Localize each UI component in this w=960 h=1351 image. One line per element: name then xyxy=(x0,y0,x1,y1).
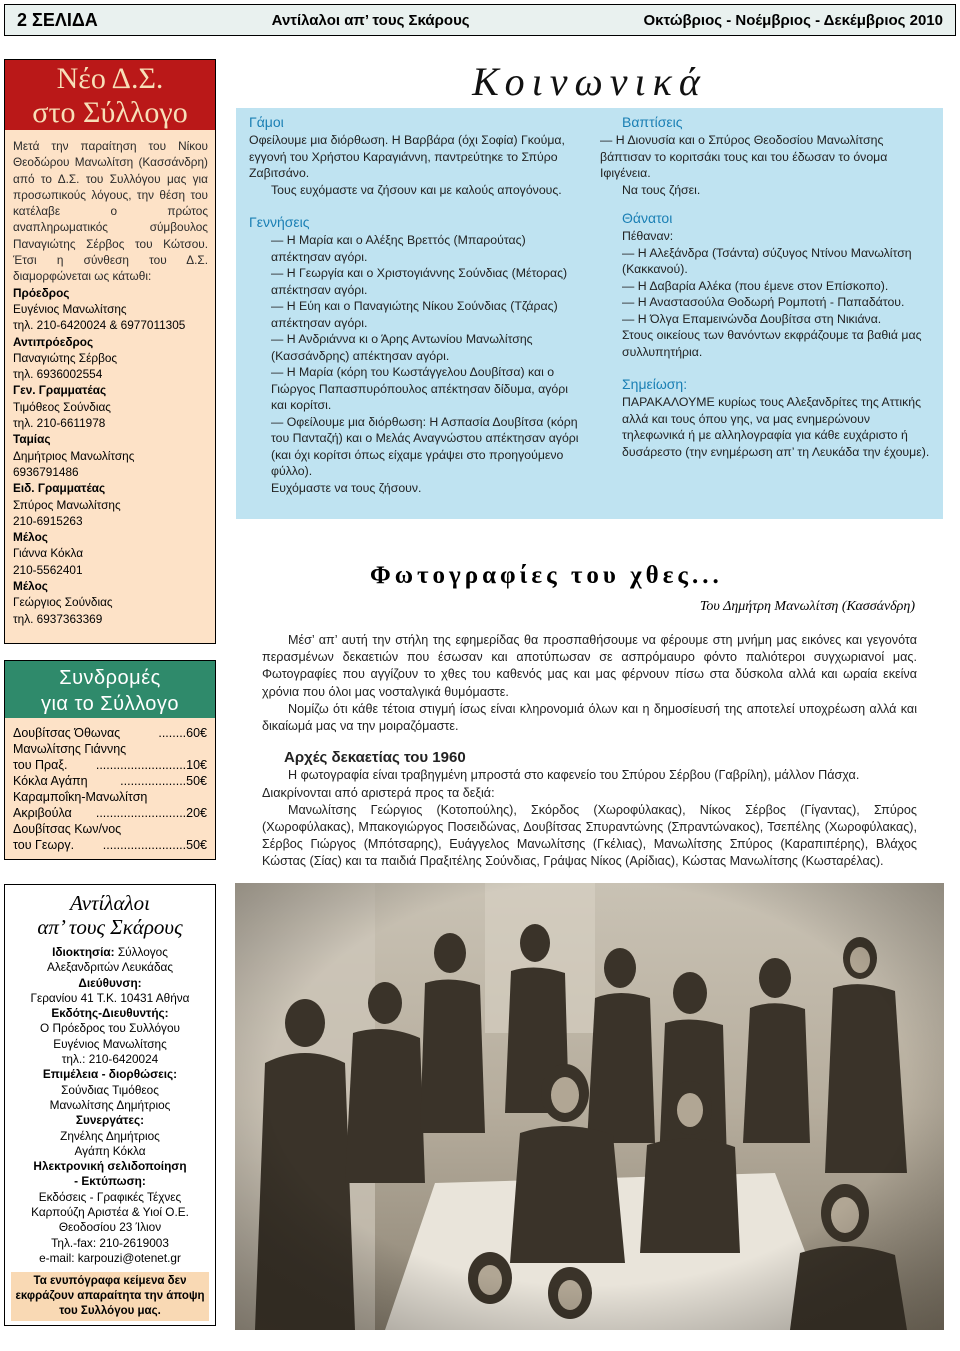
birth-entry: — Η Μαρία (κόρη του Κωστάγγελου Δουβίτσα) και ο Γιώργος Παπασπυρόπουλος απέκτησαν δίδυμα, αγόρι και κορίτσι. xyxy=(271,365,568,412)
subscriptions-title-line2: για το Σύλλογο xyxy=(40,693,180,715)
social-title: Κοινωνικά xyxy=(472,59,707,104)
board-member-role: Πρόεδρος xyxy=(13,285,70,300)
subscriptions-box xyxy=(4,660,216,860)
board-member-phone: τηλ. 6936002554 xyxy=(13,367,103,382)
masthead-value: Μανωλίτσης Δημήτριος xyxy=(49,1097,171,1112)
births-heading: Γεννήσεις xyxy=(249,214,310,230)
masthead-value: Αγάπη Κόκλα xyxy=(74,1143,146,1158)
masthead-label: Ιδιοκτησία: xyxy=(52,945,118,959)
subscription-name: του Γεωργ. xyxy=(13,838,75,852)
note-heading: Σημείωση: xyxy=(622,376,688,392)
board-member-role: Ταμίας xyxy=(13,432,51,447)
deaths-heading: Θάνατοι xyxy=(622,210,673,226)
masthead-label: Ηλεκτρονική σελιδοποίηση xyxy=(33,1159,187,1174)
masthead-value: Καρπούζη Αριστέα & Υιοί Ο.Ε. xyxy=(31,1205,189,1220)
masthead-line xyxy=(5,1144,215,1159)
photos-author: Του Δημήτρη Μανωλίτση (Κασσάνδρη) xyxy=(699,599,915,614)
death-entry: — Η Δαβαρία Αλέκα (που έμενε στον Επίσκοπο). xyxy=(622,278,889,293)
page-number: 2 ΣΕΛΙΔΑ xyxy=(17,9,98,30)
photos-paragraph-1: Μέσ’ απ’ αυτή την στήλη της εφημερίδας θα προσπαθήσουμε να φέρουμε στη μνήμη μας εικόνες και γεγονότα περασμένων δεκαετιών που έσωσαν και αποτύπωσαν σε ασπρόμαυρο φόντο παλιότεροι συγχωριανοί μας. Φωτογραφίες που αγγίζουν το χθες του καθενός μας και μας φέρνουν πίσω στα δύσκολα αλλά και ωραία εκείνα χρόνια που όλοι μας νοσταλγικά θυμόμαστε. xyxy=(262,633,917,699)
birth-entry: — Η Γεωργία και ο Χριστογιάννης Σούνδιας (Μέτορας) απέκτησαν αγόρι. xyxy=(271,266,568,297)
weddings-heading: Γάμοι xyxy=(249,114,284,130)
birth-entry: — Η Ανδριάννα κι ο Άρης Αντωνίου Μανωλίτσης (Κασσάνδρης) απέκτησαν αγόρι. xyxy=(271,332,533,363)
masthead-value: Θεοδοσίου 23 Ίλιον xyxy=(58,1220,162,1235)
masthead-value: e-mail: karpouzi@otenet.gr xyxy=(39,1250,181,1265)
subscription-name: του Πραξ. xyxy=(13,758,68,772)
subscription-amount: ...................50€ xyxy=(120,774,207,788)
masthead-line xyxy=(5,1083,215,1098)
photos-article xyxy=(262,632,917,871)
birth-entry: — Οφείλουμε μια διόρθωση: Η Ασπασία Δουβίτσα (κόρη του Πανταζή) και ο Μελάς Αναγνώστου απέκτησαν αγόρι (και όχι κορίτσι όπως είχαμε γράψει στο προηγούμενο φύλλο). xyxy=(271,414,579,478)
masthead-value: Ο Πρόεδρος του Συλλόγου xyxy=(40,1021,180,1036)
birth-entry: — Η Μαρία και ο Αλέξης Βρεττός (Μπαρούτας) απέκτησαν αγόρι. xyxy=(271,233,526,264)
board-member-phone: 6936791486 xyxy=(13,464,79,479)
board-member-role: Γεν. Γραμματέας xyxy=(13,383,107,398)
photos-paragraph-4: Διακρίνονται από αριστερά προς τα δεξιά: xyxy=(262,785,495,800)
masthead-label: Συνεργάτες: xyxy=(75,1113,145,1128)
masthead-line xyxy=(5,991,215,1006)
deaths-end: Στους οικείους των θανόντων εκφράζουμε τα βαθιά μας συλλυπητήρια. xyxy=(622,328,922,359)
new-board-intro: Μετά την παραίτηση του Νίκου Θεοδώρου Μανωλίτση (Κασσάνδρη) από το Δ.Σ. του Συλλόγου μας για προσωπικούς λόγους, την θέση του κατέλαβε ο πρώτος αναπληρωματικός σύμβουλος Παναγιώτης Σέρβος του Κώτσου. Έτσι η σύνθεση του Δ.Σ. διαμορφώνεται ως κάτωθι: xyxy=(13,139,208,284)
board-member-phone: τηλ. 210-6611978 xyxy=(13,416,106,431)
masthead-label: Εκδότης-Διευθυντής: xyxy=(51,1006,169,1021)
births-list xyxy=(249,232,583,480)
new-board-title-line2: στο Σύλλογο xyxy=(32,96,188,129)
masthead-line xyxy=(5,976,215,991)
page-header xyxy=(4,4,956,36)
subscription-amount: ..........................20€ xyxy=(95,806,207,820)
subscription-row xyxy=(13,741,207,757)
disclaimer: Τα ενυπόγραφα κείμενα δεν εκφράζουν απαραίτητα την άποψη του Συλλόγου μας. xyxy=(11,1272,209,1321)
masthead-title-line2: απ’ τους Σκάρους xyxy=(37,915,183,939)
subscription-name: Δουβίτσας Κων/νος xyxy=(13,822,122,836)
board-member-role: Ειδ. Γραμματέας xyxy=(13,481,106,496)
board-member-name: Ευγένιος Μανωλίτσης xyxy=(13,301,127,316)
masthead-line xyxy=(5,1251,215,1266)
death-entry: — Η Αναστασούλα Θοδωρή Ρομποτή - Παπαδάτου. xyxy=(622,295,905,309)
deaths-intro: Πέθαναν: xyxy=(622,229,674,243)
masthead-line xyxy=(5,1236,215,1251)
board-member-name: Τιμόθεος Σούνδιας xyxy=(13,399,111,414)
subscription-row xyxy=(13,757,207,773)
baptisms-text-1: — Η Διονυσία και ο Σπύρος Θεοδοσίου Μανωλίτσης βάπτισαν το κοριτσάκι τους και του έδωσαν το όνομα Ιφιγένεια. xyxy=(600,133,888,180)
masthead-line xyxy=(5,1174,215,1189)
newspaper-title: Αντίλαλοι απ’ τους Σκάρους xyxy=(271,11,470,29)
masthead-value: Εκδόσεις - Γραφικές Τέχνες xyxy=(38,1189,182,1204)
issue-date: Οκτώβριος - Νοέμβριος - Δεκέμβριος 2010 xyxy=(643,11,943,29)
photos-paragraph-2: Νομίζω ότι κάθε τέτοια στιγμή ίσως είναι κληρονομιά όλων και η δημοσίευσή της αποτελεί υποχρέωση αλλά και δικαίωμά μας να την μοιραζόμαστε. xyxy=(262,701,917,734)
board-member-name: Παναγιώτης Σέρβος xyxy=(13,350,118,365)
social-left-column xyxy=(249,112,583,496)
masthead-value: Ευγένιος Μανωλίτσης xyxy=(53,1036,167,1051)
masthead-value: Αλεξανδριτών Λευκάδας xyxy=(46,960,174,975)
masthead-line xyxy=(5,1052,215,1067)
masthead-value: Γερανίου 41 Τ.Κ. 10431 Αθήνα xyxy=(30,990,190,1005)
subscription-row xyxy=(13,773,207,789)
weddings-text-1: Οφείλουμε μια διόρθωση. Η Βαρβάρα (όχι Σοφία) Γκούμα, εγγονή του Χρήστου Καραγιάννη, παντρεύτηκε το Σπύρο Ζαβιτσάνο. xyxy=(249,133,565,180)
new-board-box xyxy=(4,59,216,644)
masthead-label: - Εκτύπωση: xyxy=(74,1174,146,1189)
masthead-title xyxy=(5,891,215,939)
subscription-name: Καραμποΐκη-Μανωλίτση xyxy=(13,790,148,804)
birth-entry: — Η Εύη και ο Παναγιώτης Νίκου Σούνδιας (Τζάρας) απέκτησαν αγόρι. xyxy=(271,299,558,330)
death-entry: — Η Όλγα Επαμεινώνδα Δουβίτσα στη Νικιάνα. xyxy=(622,311,882,326)
board-member-phone: 210-6915263 xyxy=(13,513,83,528)
subscription-amount: ........................50€ xyxy=(102,838,207,852)
masthead-value: τηλ.: 210-6420024 xyxy=(61,1052,159,1067)
board-member-role: Μέλος xyxy=(13,579,48,594)
social-right-column xyxy=(600,112,934,460)
subscriptions-heading xyxy=(5,661,215,718)
photos-subtitle: Αρχές δεκαετίας του 1960 xyxy=(284,749,466,767)
subscription-name: Κόκλα Αγάπη xyxy=(13,774,88,788)
subscription-row xyxy=(13,725,207,741)
masthead-value: Ζηνέλης Δημήτριος xyxy=(60,1128,160,1143)
subscription-amount: ..........................10€ xyxy=(95,758,207,772)
births-end: Ευχόμαστε να τους ζήσουν. xyxy=(271,480,422,495)
subscription-row xyxy=(13,837,207,853)
death-entry: — Η Αλεξάνδρα (Τσάντα) σύζυγος Ντίνου Μανωλίτση (Κακκανού). xyxy=(622,245,912,276)
masthead-details xyxy=(5,945,215,1266)
masthead-line xyxy=(5,1098,215,1113)
deaths-list xyxy=(600,245,934,328)
masthead-line xyxy=(5,1113,215,1128)
photos-paragraph-5: Μανωλίτσης Γεώργιος (Κοτοπούλης), Σκόρδος (Χωροφύλακας), Νίκος Σέρβος (Γίγαντας), Σπύρος (Χωροφύλακας), Μπακογιώργος Ποσειδώνας, Δουβίτσας Σπυραντώνης (Σπραντώνακος), Τσεπέλης (Χωροφύλακας), Σέρβος Γιώργος (Μπότσαρης), Ευάγγελος Μανωλίτσης (Γκέλιας), Μανωλίτσης Σπύρος (Καραπιπέρης), Βλάχος Κώστας (Σίας) και τα παιδιά Πραξιτέλης Σούνδιας, Γράψας Νίκος (Αρίδιας), Κώστας Μανωλίτσης (Κωσταρέλας). xyxy=(262,802,917,869)
subscription-row xyxy=(13,789,207,805)
board-member-phone: 210-5562401 xyxy=(13,562,83,577)
subscription-name: Μανωλίτσης Γιάννης xyxy=(13,742,127,756)
masthead-label: Επιμέλεια - διορθώσεις: xyxy=(42,1067,178,1082)
board-member-name: Γεώργιος Σούνδιας xyxy=(13,595,113,610)
baptisms-heading: Βαπτίσεις xyxy=(622,114,683,130)
photos-paragraph-3: Η φωτογραφία είναι τραβηγμένη μπροστά στο καφενείο του Σπύρου Σέρβου (Γαβρίλη), μάλλον Πάσχα. xyxy=(288,768,860,783)
masthead-line xyxy=(5,1021,215,1036)
masthead-line xyxy=(5,945,215,960)
masthead-label: Διεύθυνση: xyxy=(78,975,142,990)
board-member-role: Μέλος xyxy=(13,530,48,545)
new-board-title-line1: Νέο Δ.Σ. xyxy=(56,62,164,95)
board-member-role: Αντιπρόεδρος xyxy=(13,334,94,349)
subscription-row xyxy=(13,821,207,837)
group-photo-image xyxy=(235,883,944,1330)
board-members-list xyxy=(13,285,208,627)
weddings-text-2: Τους ευχόμαστε να ζήσουν και με καλούς απογόνους. xyxy=(271,182,562,197)
subscriptions-title-line1: Συνδρομές xyxy=(59,667,161,689)
masthead-value: Σούνδιας Τιμόθεος xyxy=(61,1082,159,1097)
board-member-phone: τηλ. 6937363369 xyxy=(13,611,103,626)
masthead-line xyxy=(5,1205,215,1220)
photos-title: Φωτογραφίες του χθες... xyxy=(370,562,723,589)
masthead-value: Σύλλογος xyxy=(117,945,168,959)
board-member-name: Σπύρος Μανωλίτσης xyxy=(13,497,121,512)
subscription-row xyxy=(13,805,207,821)
board-member-name: Δημήτριος Μανωλίτσης xyxy=(13,448,135,463)
board-member-name: Γιάννα Κόκλα xyxy=(13,546,84,561)
group-photo xyxy=(235,883,944,1330)
masthead-line xyxy=(5,960,215,975)
masthead-line xyxy=(5,1220,215,1235)
masthead-title-line1: Αντίλαλοι xyxy=(70,891,150,915)
masthead-line xyxy=(5,1190,215,1205)
masthead-line xyxy=(5,1129,215,1144)
board-member-phone: τηλ. 210-6420024 & 6977011305 xyxy=(13,318,186,333)
baptisms-text-2: Να τους ζήσει. xyxy=(622,182,701,197)
masthead-line xyxy=(5,1067,215,1082)
new-board-heading xyxy=(5,60,215,130)
masthead-line xyxy=(5,1006,215,1021)
masthead-line xyxy=(5,1159,215,1174)
note-text: ΠΑΡΑΚΑΛΟΥΜΕ κυρίως τους Αλεξανδρίτες της Αττικής αλλά και τους όπου γης, να μας ενημερώνουν τηλεφωνικά ή με αλληλογραφία για κάθε ευχάριστο ή δυσάρεστο (την ενημέρωση απ’ τη Λευκάδα την έχουμε). xyxy=(622,395,930,459)
masthead-box xyxy=(4,884,216,1326)
subscription-amount: ........60€ xyxy=(158,726,207,740)
masthead-value: Τηλ.-fax: 210-2619003 xyxy=(51,1235,169,1250)
subscription-name: Ακριβούλα xyxy=(13,806,72,820)
masthead-line xyxy=(5,1037,215,1052)
subscription-name: Δουβίτσας Όθωνας xyxy=(13,726,121,740)
subscriptions-list xyxy=(5,718,215,853)
